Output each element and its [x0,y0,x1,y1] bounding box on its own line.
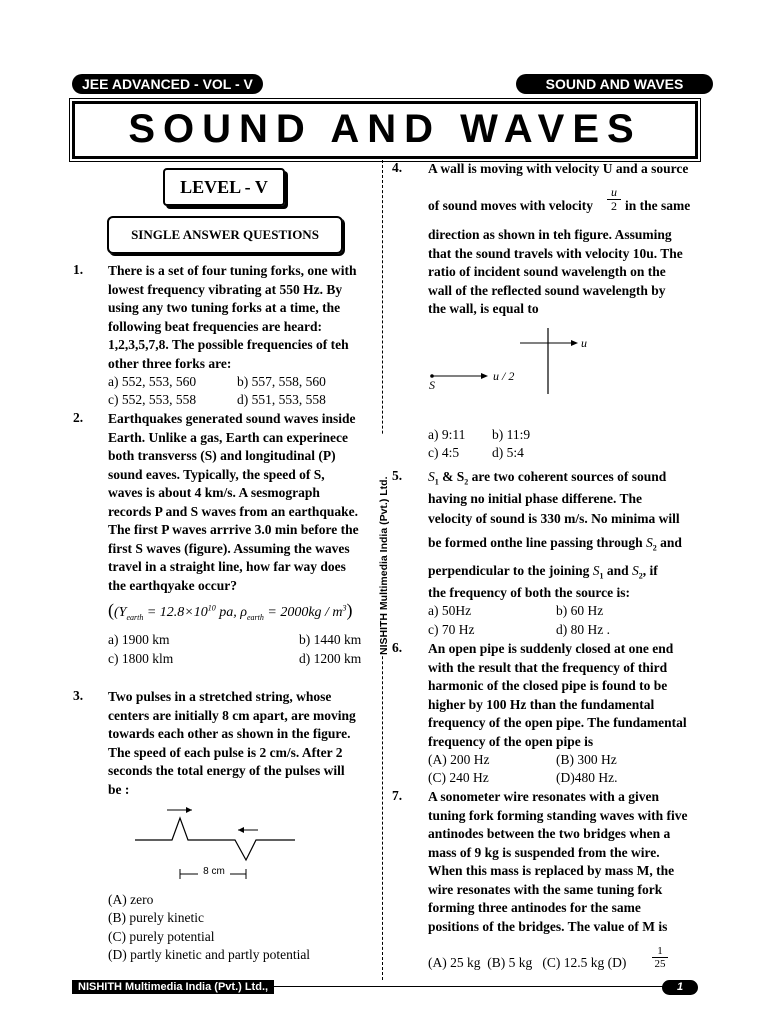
q7-line: forming three antinodes for the same [428,900,641,915]
q4-line: direction as shown in teh figure. Assuming [428,227,672,242]
section-label: SINGLE ANSWER QUESTIONS [131,227,319,242]
q2-line: both transverss (S) and longitudinal (P) [108,448,336,463]
subscript: 1 [434,477,439,487]
wall-velocity-label: u [581,336,587,350]
section-box [107,216,343,254]
q2-option-b: b) 1440 km [299,632,362,647]
q1-line: other three forks are: [108,355,232,371]
q2-line: The first P waves arrrive 3.0 min before the [108,522,359,537]
q4-wall-figure [420,326,600,396]
q5-line1 [428,468,666,492]
fraction-denominator: 2 [611,199,617,213]
q3-line: be : [108,781,130,797]
q5-line5 [428,562,658,586]
q6-line: higher by 100 Hz than the fundamental [428,696,655,712]
q3-line: centers are initially 8 cm apart, are moving [108,707,356,723]
q2-line: travel in a straight line, how far way does [108,559,346,574]
q2-line: sound eaves. Typically, the speed of S, [108,466,325,482]
formula-part: (Y [114,605,127,620]
q2-option-a: a) 1900 km [108,632,170,647]
q5-text: , if [642,563,658,578]
q5-text: are two coherent sources of sound [468,469,667,484]
q2-number: 2. [73,410,84,425]
symbol: & S [438,469,465,484]
q4-text: of sound moves with velocity [428,198,593,213]
q6-option-d: (D)480 Hz. [556,770,618,785]
formula-sub: earth [246,612,264,622]
q6-text [428,640,696,751]
q5-line3: velocity of sound is 330 m/s. No minima will [428,511,680,526]
formula-sub: earth [126,612,144,622]
q4-line: ratio of incident sound wavelength on the [428,264,666,279]
q1-line: There is a set of four tuning forks, one with [108,263,357,278]
q3-option-b: (B) purely kinetic [108,910,204,925]
q2-formula: (($Y_{earth} = 12.8\times 10^{10}$ pa, $\rho_{earth} = 2000kg / m^3$) [108,600,353,622]
symbol: S [646,535,653,550]
formula-sup: 10 [207,603,216,613]
q3-option-d: (D) partly kinetic and partly potential [108,947,311,962]
string-pulses [135,818,295,860]
q3-line: towards each other as shown in the figure. [108,726,351,741]
q5-number: 5. [392,468,403,483]
q6-option-a: (A) 200 Hz [428,752,490,767]
chapter-tag: SOUND AND WAVES [516,74,713,94]
q4-option-d: d) 5:4 [492,445,524,460]
q5-option-d: d) 80 Hz . [556,622,610,637]
q4-line2b: in the same [625,198,691,213]
fraction-numerator: u [607,186,621,200]
q3-option-c: (C) purely potential [108,929,215,944]
q2-line: first S waves (figure). Assuming the waves [108,540,350,556]
q4-option-c: c) 4:5 [428,445,460,460]
fraction-numerator: 1 [652,945,668,958]
page-number: 1 [662,980,698,995]
q6-line: An open pipe is suddenly closed at one end [428,641,674,656]
level-badge [163,168,285,206]
q7-line: antinodes between the two bridges when a [428,826,671,841]
q2-line: Earth. Unlike a gas, Earth can experinece [108,429,348,445]
q5-option-a: a) 50Hz [428,603,472,618]
q7-options: (A) 25 kg (B) 5 kg (C) 12.5 kg (D) [428,955,627,970]
q2-line: records P and S waves from an earthquake. [108,503,359,519]
q7-line: A sonometer wire resonates with a given [428,789,659,804]
q5-text: be formed onthe line passing through [428,535,643,550]
q3-pulse-figure [130,800,300,890]
q5-text: and [603,563,633,578]
q2-option-d: d) 1200 km [299,651,362,666]
q3-line: seconds the total energy of the pulses will [108,763,345,778]
q1-number: 1. [73,262,84,277]
right-arrowhead-icon [186,807,192,813]
q5-line6: the frequency of both the source is: [428,585,630,600]
q5-line2: having no initial phase differene. The [428,491,643,506]
q1-line: 1,2,3,5,7,8. The possible frequencies of teh [108,337,349,352]
formula-part: pa, ρ [215,605,247,620]
q6-line: harmonic of the closed pipe is found to be [428,678,668,693]
q6-option-c: (C) 240 Hz [428,770,489,785]
q5-option-b: b) 60 Hz [556,603,604,618]
title-box [72,101,698,159]
q7-line: When this mass is replaced by mass M, the [428,863,675,878]
right-arrow-icon [571,340,578,346]
subscript: 2 [652,543,657,553]
formula-part: = 12.8×10 [143,605,208,620]
page-title: SOUND AND WAVES [128,107,642,151]
q4-text [428,226,696,319]
subscript: 2 [464,477,469,487]
q6-number: 6. [392,640,403,655]
q6-line: frequency of the open pipe is [428,733,594,749]
side-label: NISHITH Multimedia India (Pvt.) Ltd. [378,476,390,655]
q4-fraction [607,186,621,213]
q4-line: that the sound travels with velocity 10u. The [428,245,683,261]
q7-fraction [652,945,668,970]
q6-line: frequency of the open pipe. The fundamental [428,715,687,730]
q1-line: following beat frequencies are heard: [108,318,322,334]
q7-line: wire resonates with the same tuning fork [428,881,663,897]
symbol: S [632,563,639,578]
symbol: S [592,563,600,578]
q1-line: using any two tuning forks at a time, the [108,300,341,315]
q4-option-b: b) 11:9 [492,427,531,442]
formula-part: = 2000kg / m [263,605,343,620]
q3-option-a: (A) zero [108,892,154,907]
q7-line: positions of the bridges. The value of M is [428,918,668,934]
subscript: 2 [638,571,643,581]
q4-option-a: a) 9:11 [428,427,466,442]
q3-line: The speed of each pulse is 2 cm/s. After 2 [108,744,343,760]
q6-option-b: (B) 300 Hz [556,752,617,767]
q7-text [428,788,696,936]
q1-option-c: c) 552, 553, 558 [108,392,197,407]
q1-option-a: a) 552, 553, 560 [108,374,197,389]
q5-text: perpendicular to the joining [428,563,590,578]
q5-line4 [428,534,682,558]
q1-text [108,262,375,373]
subscript: 1 [599,571,604,581]
q7-number: 7. [392,788,403,803]
symbol: S [428,469,435,484]
q4-number: 4. [392,160,403,175]
q5-option-c: c) 70 Hz [428,622,475,637]
q2-text [108,410,375,595]
q4-line1: A wall is moving with velocity U and a source [428,161,689,176]
right-arrow-icon [481,373,488,379]
q3-line: Two pulses in a stretched string, whose [108,689,332,704]
distance-label: 8 cm [203,866,225,877]
q4-line: the wall, is equal to [428,301,539,316]
q3-number: 3. [73,688,84,703]
formula-part: ) [346,600,353,620]
q4-line: wall of the reflected sound wavelength by [428,282,666,298]
source-label: S [429,378,435,392]
source-velocity-label: u / 2 [493,369,515,383]
q2-line: Earthquakes generated sound waves inside [108,411,356,426]
level-label: LEVEL - V [180,176,268,197]
footer-publisher: NISHITH Multimedia India (Pvt.) Ltd., [72,980,274,994]
q7-line: tuning fork forming standing waves with five [428,807,688,823]
q2-option-c: c) 1800 klm [108,651,174,666]
q1-option-b: b) 557, 558, 560 [237,374,326,389]
q4-line2 [428,197,593,216]
q5-text: and [656,535,682,550]
q3-text [108,688,375,799]
q1-line: lowest frequency vibrating at 550 Hz. By [108,281,343,297]
q2-line: the earthqyake occur? [108,577,237,593]
fraction-denominator: 25 [654,958,666,970]
q6-line: with the result that the frequency of third [428,659,668,675]
q1-option-d: d) 551, 553, 558 [237,392,326,407]
q7-line: mass of 9 kg is suspended from the wire. [428,844,660,860]
formula-sup: 3 [342,603,347,613]
q2-line: waves is about 4 km/s. A sesmograph [108,485,320,500]
left-arrow-icon [238,827,244,833]
volume-tag: JEE ADVANCED - VOL - V [72,74,263,94]
